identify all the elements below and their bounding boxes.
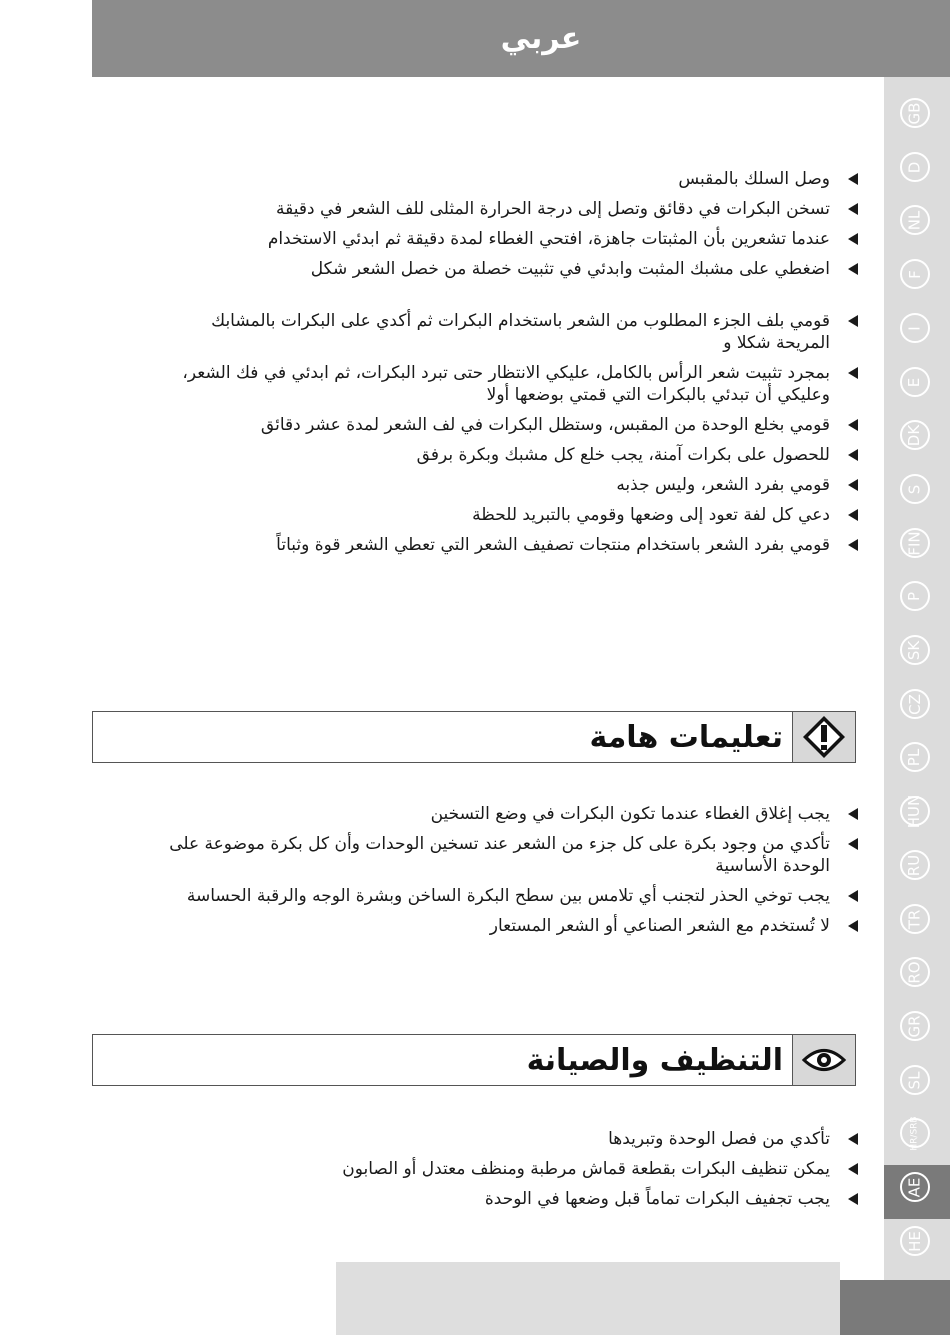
warning-icon [792, 712, 855, 762]
list-item: قومي بخلع الوحدة من المقبس، وستظل البكرات في لف الشعر لمدة عشر دقائق [158, 414, 858, 436]
list-item: قومي بلف الجزء المطلوب من الشعر باستخدام البكرات ثم أكدي على البكرات بالمشابك المريحة شكلا و [158, 310, 858, 354]
bullet-arrow-icon [848, 203, 858, 215]
language-tab-gb[interactable] [900, 98, 930, 128]
list-item: وصل السلك بالمقبس [158, 168, 858, 190]
language-label: P [905, 591, 924, 601]
bullet-arrow-icon [848, 890, 858, 902]
language-label: CZ [905, 693, 924, 715]
language-tab-dk[interactable] [900, 420, 930, 450]
eye-icon [792, 1035, 855, 1085]
bullet-arrow-icon [848, 233, 858, 245]
bullet-arrow-icon [848, 173, 858, 185]
bullet-arrow-icon [848, 1163, 858, 1175]
language-tab-p[interactable] [900, 581, 930, 611]
bullet-arrow-icon [848, 479, 858, 491]
language-label: FIN [905, 530, 924, 556]
footer-bar-dark [840, 1280, 950, 1335]
list-item: قومي بفرد الشعر باستخدام منتجات تصفيف الشعر التي تعطي الشعر قوة وثباتاً [158, 534, 858, 556]
footer-bar [336, 1262, 840, 1335]
bullet-arrow-icon [848, 539, 858, 551]
list-item: تسخن البكرات في دقائق وتصل إلى درجة الحرارة المثلى للف الشعر في دقيقة [158, 198, 858, 220]
language-tab-he[interactable] [900, 1226, 930, 1256]
language-label: HE [905, 1230, 924, 1252]
language-tab-hr-srb[interactable] [900, 1115, 930, 1151]
bullet-arrow-icon [848, 315, 858, 327]
language-tab-cz[interactable] [900, 689, 930, 719]
list-item: دعي كل لفة تعود إلى وضعها وقومي بالتبريد للحظة [158, 504, 858, 526]
cleaning-list [158, 1128, 858, 1210]
bullet-arrow-icon [848, 920, 858, 932]
language-tab-pl[interactable] [900, 742, 930, 772]
instruction-list [158, 168, 858, 556]
language-tab-e[interactable] [900, 367, 930, 397]
bullet-arrow-icon [848, 1193, 858, 1205]
language-label: HUN [905, 794, 924, 828]
list-item: يجب إغلاق الغطاء عندما تكون البكرات في وضع التسخين [158, 803, 858, 825]
language-tab-fin[interactable] [900, 528, 930, 558]
bullet-arrow-icon [848, 509, 858, 521]
language-tab-ru[interactable] [900, 850, 930, 880]
language-label: SK [905, 640, 924, 660]
language-tab-ae[interactable] [900, 1172, 930, 1202]
list-item: يجب تجفيف البكرات تماماً قبل وضعها في الوحدة [158, 1188, 858, 1210]
language-tab-hun[interactable] [900, 796, 930, 826]
language-label: S [905, 484, 924, 494]
list-item: تأكدي من فصل الوحدة وتبريدها [158, 1128, 858, 1150]
language-label: HR/SRB [909, 1115, 920, 1151]
language-tab-i[interactable] [900, 313, 930, 343]
language-label: AE [905, 1177, 924, 1197]
language-label: GB [905, 102, 924, 124]
language-tab-d[interactable] [900, 152, 930, 182]
list-item: لا تُستخدم مع الشعر الصناعي أو الشعر المستعار [158, 915, 858, 937]
language-tab-sk[interactable] [900, 635, 930, 665]
language-tab-sl[interactable] [900, 1065, 930, 1095]
bullet-arrow-icon [848, 263, 858, 275]
language-tab-tr[interactable] [900, 904, 930, 934]
language-label: PL [905, 748, 924, 766]
important-section-header [92, 711, 856, 763]
language-label: GR [905, 1014, 924, 1038]
list-item: اضغطي على مشبك المثبت وابدئي في تثبيت خصلة من خصل الشعر شكل [158, 258, 858, 280]
language-label: SL [905, 1071, 924, 1089]
language-label: DK [905, 424, 924, 446]
page-title: عربي [500, 21, 582, 56]
bullet-arrow-icon [848, 808, 858, 820]
language-label: F [905, 269, 924, 279]
language-tab-gr[interactable] [900, 1011, 930, 1041]
header-bar [92, 0, 950, 77]
list-item: قومي بفرد الشعر، وليس جذبه [158, 474, 858, 496]
language-label: E [905, 377, 924, 387]
language-label: TR [905, 909, 924, 929]
bullet-arrow-icon [848, 367, 858, 379]
list-item: تأكدي من وجود بكرة على كل جزء من الشعر عند تسخين الوحدات وأن كل بكرة موضوعة على الوحدة الأساسية [158, 833, 858, 877]
language-tab-s[interactable] [900, 474, 930, 504]
list-item: عندما تشعرين بأن المثبتات جاهزة، افتحي الغطاء لمدة دقيقة ثم ابدئي الاستخدام [158, 228, 858, 250]
list-item: يمكن تنظيف البكرات بقطعة قماش مرطبة ومنظف معتدل أو الصابون [158, 1158, 858, 1180]
section-title: التنظيف والصيانة [526, 1042, 783, 1078]
list-item: يجب توخي الحذر لتجنب أي تلامس بين سطح البكرة الساخن وبشرة الوجه والرقبة الحساسة [158, 885, 858, 907]
important-list [158, 803, 858, 937]
list-item: بمجرد تثبيت شعر الرأس بالكامل، عليكي الانتظار حتى تبرد البكرات، ثم ابدئي في فك الشعر، وعليكي أن تبدئي بالبكرات التي قمتي بوضعها أولا [158, 362, 858, 406]
language-label: NL [905, 210, 924, 230]
bullet-arrow-icon [848, 1133, 858, 1145]
language-label: D [905, 161, 924, 173]
language-tab-ro[interactable] [900, 957, 930, 987]
bullet-arrow-icon [848, 449, 858, 461]
list-item: للحصول على بكرات آمنة، يجب خلع كل مشبك وبكرة برفق [158, 444, 858, 466]
language-tab-f[interactable] [900, 259, 930, 289]
language-tab-nl[interactable] [900, 205, 930, 235]
bullet-arrow-icon [848, 419, 858, 431]
language-label: RO [905, 960, 924, 984]
language-label: RU [905, 854, 924, 876]
bullet-arrow-icon [848, 838, 858, 850]
language-label: I [905, 325, 924, 331]
section-title: تعليمات هامة [589, 719, 783, 755]
cleaning-section-header [92, 1034, 856, 1086]
